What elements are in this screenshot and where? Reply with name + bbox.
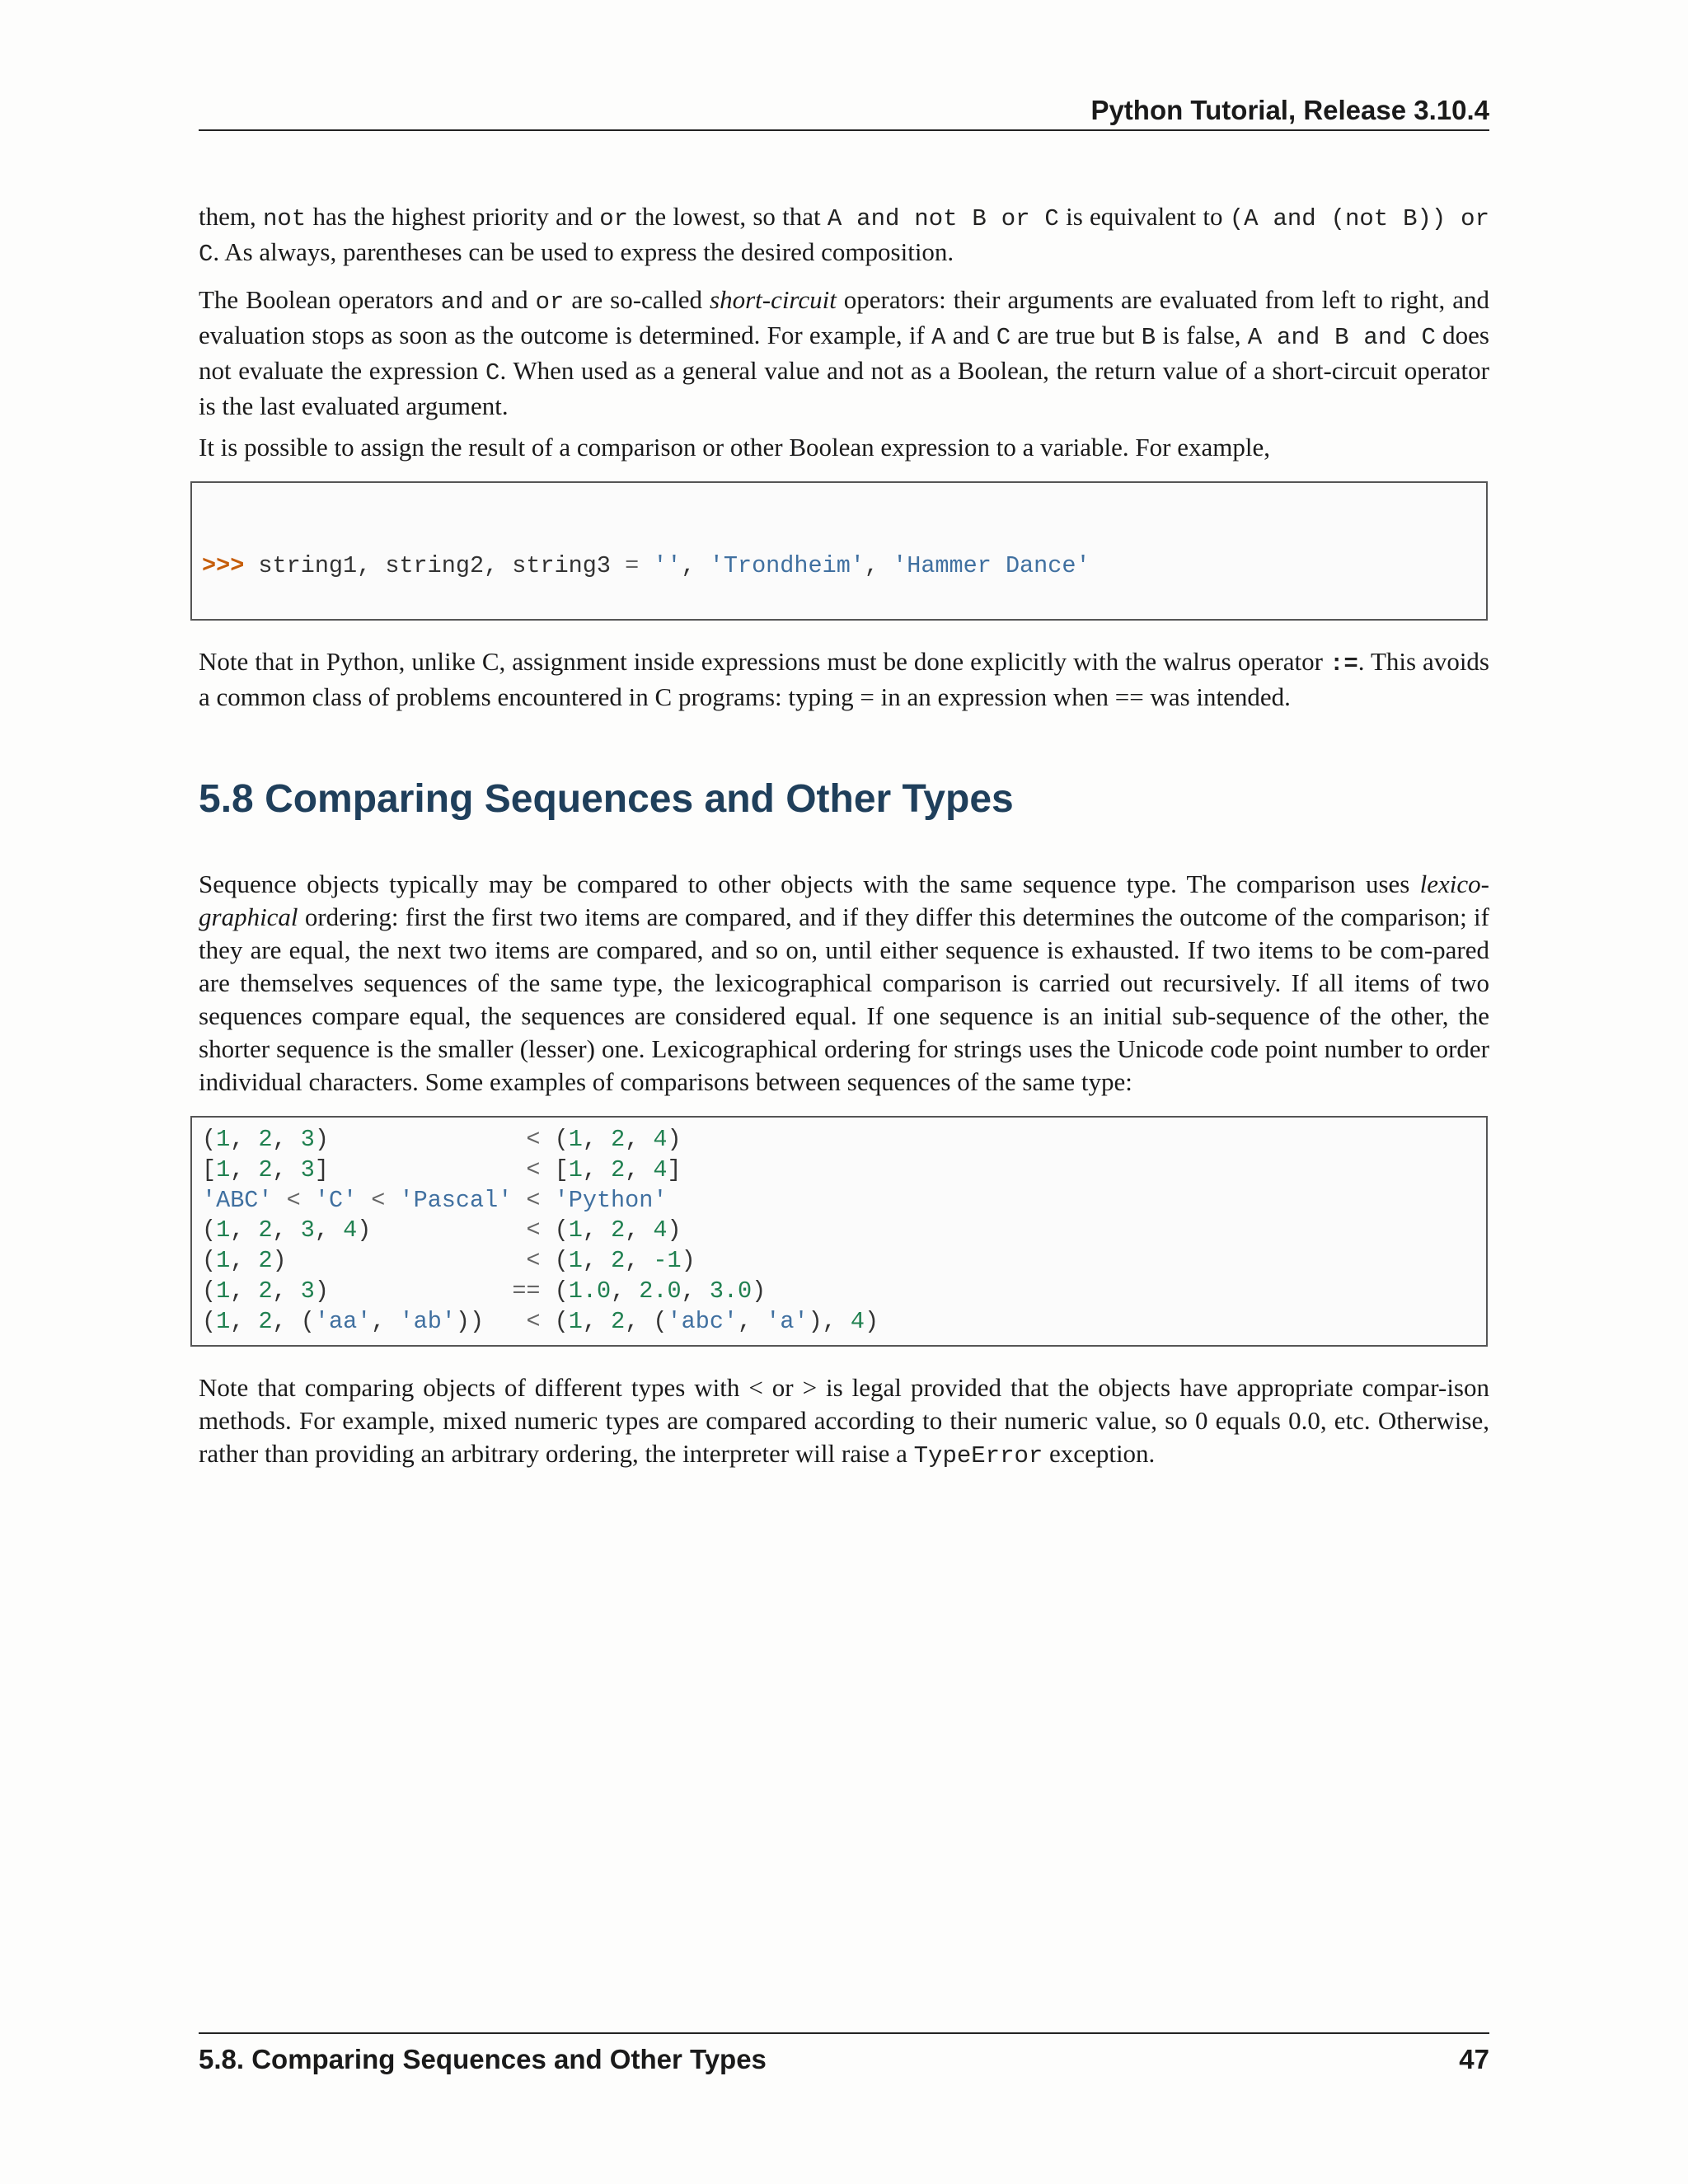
code-number: 1 <box>568 1216 583 1244</box>
code-text: ), <box>808 1307 851 1335</box>
code-text <box>385 1187 399 1214</box>
code-text: , <box>582 1126 612 1153</box>
inline-code: not <box>262 205 307 232</box>
code-number: 2 <box>611 1155 626 1183</box>
inline-code: (A and (not B)) or C <box>199 205 1489 268</box>
code-text: ( <box>202 1307 217 1335</box>
inline-code: A <box>931 324 946 351</box>
code-line <box>202 1277 1476 1307</box>
text: The Boolean operators <box>199 285 441 314</box>
paragraph-sequence-comparison <box>199 868 1489 1099</box>
code-text: ) <box>314 1126 527 1153</box>
code-text: , <box>230 1216 259 1244</box>
paragraph-assign-result: It is possible to assign the result of a comparison or other Boolean expression to a variable. For example, <box>199 433 1270 462</box>
code-text: ( <box>540 1216 569 1244</box>
paragraph-mixed-types <box>199 1371 1489 1473</box>
code-number: 2 <box>258 1277 273 1305</box>
code-line <box>202 1216 1476 1246</box>
text: . When used as a general value and not as a Boolean, the return value of a short-circuit operator is the last evaluated argument. <box>199 356 1489 420</box>
code-string: 'ab' <box>399 1307 456 1335</box>
code-number: 2 <box>611 1247 626 1275</box>
code-number: 2 <box>258 1307 273 1335</box>
code-text: , <box>681 1277 710 1305</box>
code-text <box>273 1187 287 1214</box>
text: operators: their arguments are evaluated from left to right, and evaluation stops as soon as the outcome is determined. For example, if <box>199 285 1490 349</box>
text: are so-called <box>564 285 710 314</box>
code-number: -1 <box>653 1247 682 1275</box>
code-line <box>202 1125 1476 1155</box>
code-text: , <box>272 1155 301 1183</box>
code-operator: < <box>526 1126 541 1153</box>
code-number: 1 <box>216 1247 231 1275</box>
code-text: , <box>272 1216 301 1244</box>
code-line <box>202 551 1476 582</box>
code-operator: == <box>512 1277 541 1305</box>
code-text: , <box>371 1307 400 1335</box>
code-text: , <box>611 1277 640 1305</box>
inline-code: and <box>440 288 484 316</box>
text: Note that comparing objects of different types with < or > is legal provided that the objects have appropriate compar-ison methods. For example, mixed numeric types are compared according to their numeric value, so 0 equals 0.0, etc. Otherwise, rather than providing an arbitrary ordering, the interpreter will raise a <box>199 1373 1489 1468</box>
text: is false, <box>1156 321 1248 349</box>
code-number: 2 <box>611 1307 626 1335</box>
code-text: ) <box>272 1247 527 1275</box>
code-text: , <box>582 1307 612 1335</box>
inline-code: C <box>996 324 1011 351</box>
code-text: ) <box>314 1277 513 1305</box>
code-text: , <box>230 1307 259 1335</box>
code-text: ) <box>667 1126 682 1153</box>
code-text: , <box>272 1126 301 1153</box>
code-text: ) <box>681 1247 696 1275</box>
code-number: 4 <box>653 1216 668 1244</box>
prompt: >>> <box>202 551 245 579</box>
code-text: , <box>681 551 710 579</box>
code-number: 4 <box>850 1307 865 1335</box>
code-number: 1 <box>216 1155 231 1183</box>
code-string: 'Trondheim' <box>709 551 865 579</box>
text: . As always, parentheses can be used to express the desired composition. <box>213 237 954 266</box>
code-string: 'Python' <box>554 1186 668 1214</box>
code-text: , <box>230 1155 259 1183</box>
code-text: ) <box>357 1216 527 1244</box>
code-text: ) <box>752 1277 767 1305</box>
paragraph-operator-priority <box>199 200 1489 271</box>
text: Sequence objects typically may be compared to other objects with the same sequence type. The comparison uses <box>199 869 1420 898</box>
code-text: , <box>582 1216 612 1244</box>
code-number: 1 <box>216 1307 231 1335</box>
paragraph-walrus-note <box>199 645 1489 714</box>
code-number: 1 <box>568 1155 583 1183</box>
code-text: , <box>625 1155 654 1183</box>
code-text: , <box>230 1277 259 1305</box>
code-text: ( <box>540 1247 569 1275</box>
code-text: , ( <box>272 1307 315 1335</box>
code-text: [ <box>540 1155 569 1183</box>
code-string: '' <box>653 551 682 579</box>
running-header: Python Tutorial, Release 3.10.4 <box>1090 95 1489 125</box>
footer-section-title: 5.8. Comparing Sequences and Other Types <box>199 2044 767 2074</box>
code-text: , <box>314 1216 344 1244</box>
code-number: 3.0 <box>709 1277 753 1305</box>
inline-code: or <box>599 205 629 232</box>
code-text: ( <box>202 1216 217 1244</box>
code-text: ( <box>202 1126 217 1153</box>
code-number: 2 <box>611 1216 626 1244</box>
text: Note that in Python, unlike C, assignment inside expressions must be done explicitly with the walrus operator <box>199 647 1329 676</box>
code-number: 4 <box>653 1126 668 1153</box>
code-text: [ <box>202 1155 217 1183</box>
code-text <box>512 1187 526 1214</box>
text: ordering: first the first two items are compared, and if they differ this determines the outcome of the comparison; if they are equal, the next two items are compared, and so on, until either sequence is exhausted. If two items to be com-pared are themselves sequences of the same type, the lexicographical comparison is carried out recursively. If all items of two sequences compare equal, the sequences are considered equal. If one sequence is an initial sub-sequence of the other, the shorter sequence is the smaller (lesser) one. Lexicographical ordering for strings uses the Unicode code point number to order individual characters. Some examples of comparisons between sequences of the same type: <box>199 902 1489 1096</box>
paragraph-short-circuit <box>199 284 1489 423</box>
code-number: 1 <box>568 1126 583 1153</box>
emphasis: short-circuit <box>710 285 837 314</box>
code-text: ) <box>864 1307 879 1335</box>
code-operator: < <box>286 1186 301 1214</box>
text: the lowest, so that <box>628 202 828 231</box>
footer-rule <box>199 2032 1489 2034</box>
code-operator: < <box>526 1247 541 1275</box>
code-text: , <box>625 1126 654 1153</box>
code-text: ( <box>202 1277 217 1305</box>
code-number: 2 <box>258 1247 273 1275</box>
code-text: , <box>864 551 893 579</box>
code-operator: < <box>526 1216 541 1244</box>
code-text <box>541 1187 555 1214</box>
code-number: 3 <box>300 1155 315 1183</box>
code-number: 2 <box>258 1155 273 1183</box>
code-text: ] <box>667 1155 682 1183</box>
emphasis: lexico-graphical <box>199 869 1489 931</box>
inline-code: or <box>535 288 565 316</box>
code-operator: < <box>371 1186 386 1214</box>
code-number: 1 <box>216 1216 231 1244</box>
text: does not evaluate the expression <box>199 321 1489 385</box>
code-number: 1 <box>568 1247 583 1275</box>
code-text: , <box>272 1277 301 1305</box>
code-number: 1 <box>216 1126 231 1153</box>
code-number: 2 <box>258 1216 273 1244</box>
code-text: ] <box>314 1155 527 1183</box>
code-text: , <box>625 1247 654 1275</box>
code-string: 'a' <box>766 1307 809 1335</box>
code-number: 4 <box>653 1155 668 1183</box>
section-title: 5.8 Comparing Sequences and Other Types <box>199 777 1014 821</box>
inline-code: A and not B or C <box>827 205 1059 232</box>
text: them, <box>199 202 263 231</box>
code-text: , <box>582 1247 612 1275</box>
text: exception. <box>1043 1439 1156 1468</box>
inline-code: TypeError <box>913 1442 1043 1469</box>
code-number: 3 <box>300 1126 315 1153</box>
code-operator: = <box>625 551 640 579</box>
code-string: 'Hammer Dance' <box>893 551 1090 579</box>
code-line <box>202 1246 1476 1277</box>
code-text: ( <box>202 1247 217 1275</box>
code-line <box>202 1155 1476 1186</box>
text: has the highest priority and <box>306 202 600 231</box>
code-text: string1, string2, string3 <box>258 551 626 579</box>
code-string: 'aa' <box>314 1307 372 1335</box>
code-number: 3 <box>300 1216 315 1244</box>
code-line <box>202 1186 1476 1216</box>
code-line <box>202 1307 1476 1338</box>
code-text: ( <box>540 1126 569 1153</box>
code-text: )) <box>455 1307 527 1335</box>
code-text: , <box>230 1247 259 1275</box>
inline-code: := <box>1329 650 1358 677</box>
code-number: 1 <box>568 1307 583 1335</box>
code-text <box>357 1187 371 1214</box>
text: are true but <box>1010 321 1142 349</box>
code-number: 3 <box>300 1277 315 1305</box>
code-string: 'C' <box>314 1186 358 1214</box>
text: . This avoids a common class of problems encountered in C programs: typing = in an expression when == was intended. <box>199 647 1489 711</box>
code-number: 1.0 <box>568 1277 612 1305</box>
code-text: ( <box>540 1277 569 1305</box>
inline-code: C <box>485 359 500 387</box>
code-text: , <box>582 1155 612 1183</box>
code-text: , <box>230 1126 259 1153</box>
code-number: 4 <box>343 1216 358 1244</box>
code-text <box>301 1187 315 1214</box>
code-number: 1 <box>216 1277 231 1305</box>
page-number: 47 <box>1459 2044 1489 2074</box>
code-number: 2.0 <box>639 1277 682 1305</box>
header-rule <box>199 129 1489 131</box>
code-string: 'ABC' <box>202 1186 273 1214</box>
code-number: 2 <box>611 1126 626 1153</box>
text: is equivalent to <box>1058 202 1230 231</box>
inline-code: A and B and C <box>1247 324 1436 351</box>
code-block-sequence-examples <box>190 1116 1488 1347</box>
code-operator: < <box>526 1186 541 1214</box>
code-block-walrus <box>190 481 1488 621</box>
code-text: , <box>738 1307 767 1335</box>
text: and <box>945 321 996 349</box>
code-string: 'Pascal' <box>399 1186 513 1214</box>
code-string: 'abc' <box>667 1307 738 1335</box>
code-text: ) <box>667 1216 682 1244</box>
code-text: , ( <box>625 1307 668 1335</box>
text: and <box>483 285 536 314</box>
code-operator: < <box>526 1307 541 1335</box>
code-number: 2 <box>258 1126 273 1153</box>
code-text: , <box>625 1216 654 1244</box>
code-operator: < <box>526 1155 541 1183</box>
code-text: ( <box>540 1307 569 1335</box>
inline-code: B <box>1141 324 1156 351</box>
